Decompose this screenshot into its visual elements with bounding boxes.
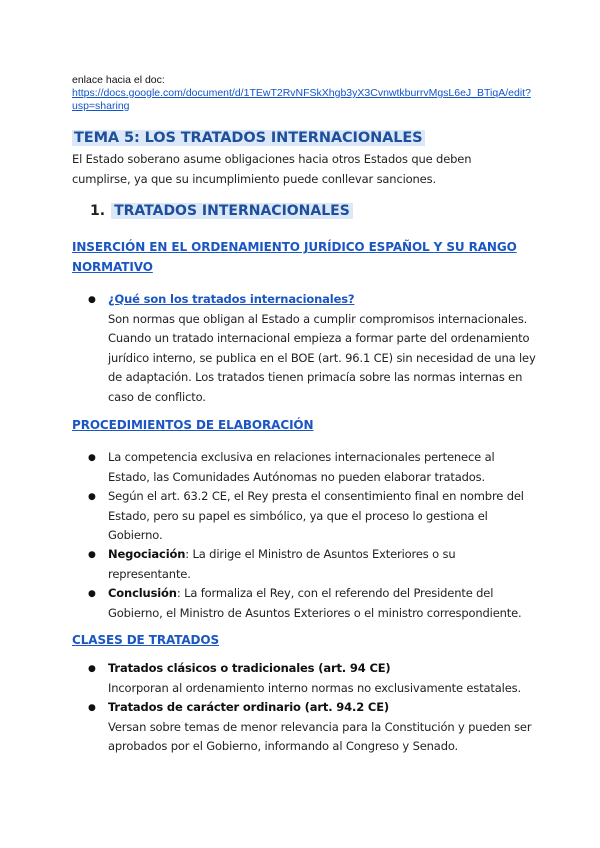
item-text: Versan sobre temas de menor relevancia para la Constitución y pueden ser aprobados por el Gobierno, informando al Congreso y Senado. xyxy=(108,719,532,753)
doc-link[interactable]: https://docs.google.com/document/d/1TEwT2RvNFSkXhgb3yX3CvnwtkburrvMgsL6eJ_BTiqA/edit?usp=sharing xyxy=(72,87,531,112)
section-number: 1. xyxy=(90,203,106,219)
bullet-icon: ● xyxy=(88,550,96,560)
list-item: La competencia exclusiva en relaciones internacionales pertenece al Estado, las Comunidades Autónomas no pueden elaborar tratados. xyxy=(108,450,495,484)
answer-text: Son normas que obligan al Estado a cumplir compromisos internacionales. Cuando un tratado internacional empieza a formar parte del ordenamiento jurídico interno, se publica en el BOE (art. 96.1 CE) sin necesidad de una ley de adaptación. Los tratados tienen primacía sobre las normas internas en caso de conflicto. xyxy=(108,311,536,404)
bullet-icon: ● xyxy=(88,295,96,305)
list-item xyxy=(108,659,538,698)
list-item xyxy=(108,290,538,407)
bullet-icon: ● xyxy=(88,703,96,713)
bullet-icon: ● xyxy=(88,492,96,502)
question-link[interactable]: ¿Qué son los tratados internacionales? xyxy=(108,292,355,306)
list-item: Según el art. 63.2 CE, el Rey presta el consentimiento final en nombre del Estado, pero su papel es simbólico, ya que el proceso lo gestiona el Gobierno. xyxy=(108,489,524,542)
bullet-icon: ● xyxy=(88,453,96,463)
list-item xyxy=(108,698,538,757)
item-text: : La formaliza el Rey, con el referendo del Presidente del Gobierno, el Ministro de Asuntos Exteriores o el ministro correspondiente. xyxy=(108,586,522,620)
item-term: Conclusión xyxy=(108,586,177,600)
item-title: Tratados de carácter ordinario (art. 94.2 CE) xyxy=(108,700,390,714)
page-title: TEMA 5: LOS TRATADOS INTERNACIONALES xyxy=(74,130,423,146)
item-term: Negociación xyxy=(108,547,186,561)
section-label: TRATADOS INTERNACIONALES xyxy=(111,203,353,219)
section-heading-1 xyxy=(90,203,353,219)
intro-paragraph: El Estado soberano asume obligaciones hacia otros Estados que deben cumplirse, ya que su incumplimiento puede conllevar sanciones. xyxy=(72,152,472,186)
item-text: Incorporan al ordenamiento interno normas no exclusivamente estatales. xyxy=(108,680,521,695)
list-item xyxy=(108,584,538,623)
insercion-heading: INSERCIÓN EN EL ORDENAMIENTO JURÍDICO ESPAÑOL Y SU RANGO NORMATIVO xyxy=(72,240,517,274)
item-text: : La dirige el Ministro de Asuntos Exteriores o su representante. xyxy=(108,547,456,581)
procedimientos-heading: PROCEDIMIENTOS DE ELABORACIÓN xyxy=(72,418,314,432)
doc-link-label: enlace hacia el doc: xyxy=(72,74,165,86)
bullet-icon: ● xyxy=(88,664,96,674)
bullet-icon: ● xyxy=(88,589,96,599)
list-item xyxy=(108,545,538,584)
clases-heading: CLASES DE TRATADOS xyxy=(72,633,220,647)
item-title: Tratados clásicos o tradicionales (art. 94 CE) xyxy=(108,661,391,675)
